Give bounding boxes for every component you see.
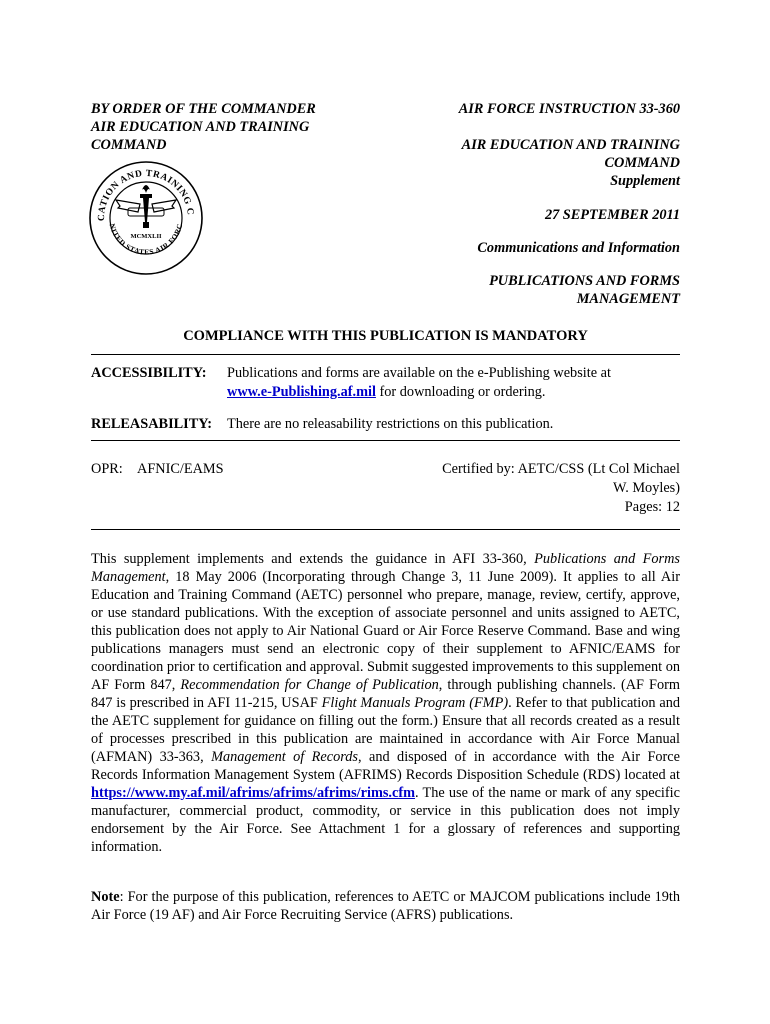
body-text: . Refer to that publication and the AETC supplement for guidance on filling out the form.) Ensure that all records created as a result of processes prescribed in this publication are maintained in accordance with Air Force Manual (AFMAN) 33-363, (91, 695, 680, 765)
accessibility-label: ACCESSIBILITY: (91, 365, 207, 381)
body-text: , 18 May 2006 (Incorporating through Change 3, 11 June 2009). It applies to all Air Education and Training Command (AETC) personnel who prepare, manage, review, certify, approve, or use standard publications. With the exception of associate personnel and units assigned to AETC, this publication does not apply to Air National Guard or Air Force Reserve Command. Base and wing publications managers must send an electronic copy of their supplement to AFNIC/EAMS for coordination prior to certification and approval. Submit suggested improvements to this supplement on AF Form 847, (91, 569, 680, 693)
body-italic-title: Recommendation for Change of Publication (180, 677, 439, 693)
supplement-label: Supplement (610, 173, 680, 189)
divider (91, 529, 680, 530)
issuing-authority-line: AIR EDUCATION AND TRAINING (91, 119, 310, 135)
command-line: AIR EDUCATION AND TRAINING (461, 137, 680, 153)
publication-subject: PUBLICATIONS AND FORMS (489, 273, 680, 289)
body-italic-title: Management of Records (211, 749, 358, 765)
svg-text:AIR EDUCATION AND TRAINING COM (88, 160, 195, 221)
accessibility-text: Publications and forms are available on the e-Publishing website at (227, 365, 611, 381)
e-publishing-link[interactable]: www.e-Publishing.af.mil (227, 384, 376, 400)
publication-subject: MANAGEMENT (576, 291, 680, 307)
opr-value: AFNIC/EAMS (137, 461, 224, 477)
supplement-description (91, 550, 680, 856)
issuing-authority (91, 100, 351, 154)
note-paragraph (91, 888, 680, 924)
body-text: This supplement implements and extends the guidance in AFI 33-360, (91, 551, 535, 567)
certified-by: Certified by: AETC/CSS (Lt Col Michael (442, 461, 680, 477)
releasability-label: RELEASABILITY: (91, 416, 213, 432)
seal-bottom-text: NITED STATES AIR FORC (107, 222, 185, 257)
note-text: : For the purpose of this publication, references to AETC or MAJCOM publications include 19th Air Force (19 AF) and Air Force Recruiting Service (AFRS) publications. (91, 889, 680, 923)
opr-label: OPR: (91, 461, 123, 477)
compliance-statement: COMPLIANCE WITH THIS PUBLICATION IS MANDATORY (183, 328, 588, 344)
accessibility-text-2: for downloading or ordering. (375, 384, 546, 400)
issuing-authority-line: BY ORDER OF THE COMMANDER (91, 101, 316, 117)
body-text: , and disposed of in accordance with the Air Force Records Information Management System (AFRIMS) Records Disposition Schedule (RDS) located at (91, 749, 680, 783)
divider (91, 354, 680, 355)
body-text: . The use of the name or mark of any specific manufacturer, commercial product, commodity, or service in this publication does not imply endorsement by the Air Force. See Attachment 1 for a glossary of references and supporting information. (91, 785, 680, 855)
divider (91, 440, 680, 441)
note-label: Note (91, 889, 120, 905)
certified-by-name: W. Moyles) (613, 480, 680, 496)
issuing-authority-line: COMMAND (91, 137, 167, 153)
instruction-number: AIR FORCE INSTRUCTION 33-360 (458, 101, 680, 117)
instruction-header (380, 100, 680, 308)
body-italic-title: Publications and Forms Management (91, 551, 680, 585)
seal-year: MCMXLII (130, 233, 162, 240)
publication-category: Communications and Information (477, 240, 680, 256)
afrims-link[interactable]: https://www.my.af.mil/afrims/afrims/afrims/rims.cfm (91, 785, 416, 801)
publication-date: 27 SEPTEMBER 2011 (544, 207, 680, 223)
seal-top-text: CATION AND TRAINING C (96, 168, 196, 222)
command-line: COMMAND (604, 155, 680, 171)
body-italic-title: Flight Manuals Program (FMP) (321, 695, 509, 711)
body-text: , through publishing channels. (AF Form 847 is prescribed in AFI 11-215, USAF (91, 677, 680, 711)
page-count: Pages: 12 (624, 499, 680, 515)
aetc-seal-icon (88, 160, 204, 276)
releasability-text: There are no releasability restrictions on this publication. (227, 416, 554, 432)
